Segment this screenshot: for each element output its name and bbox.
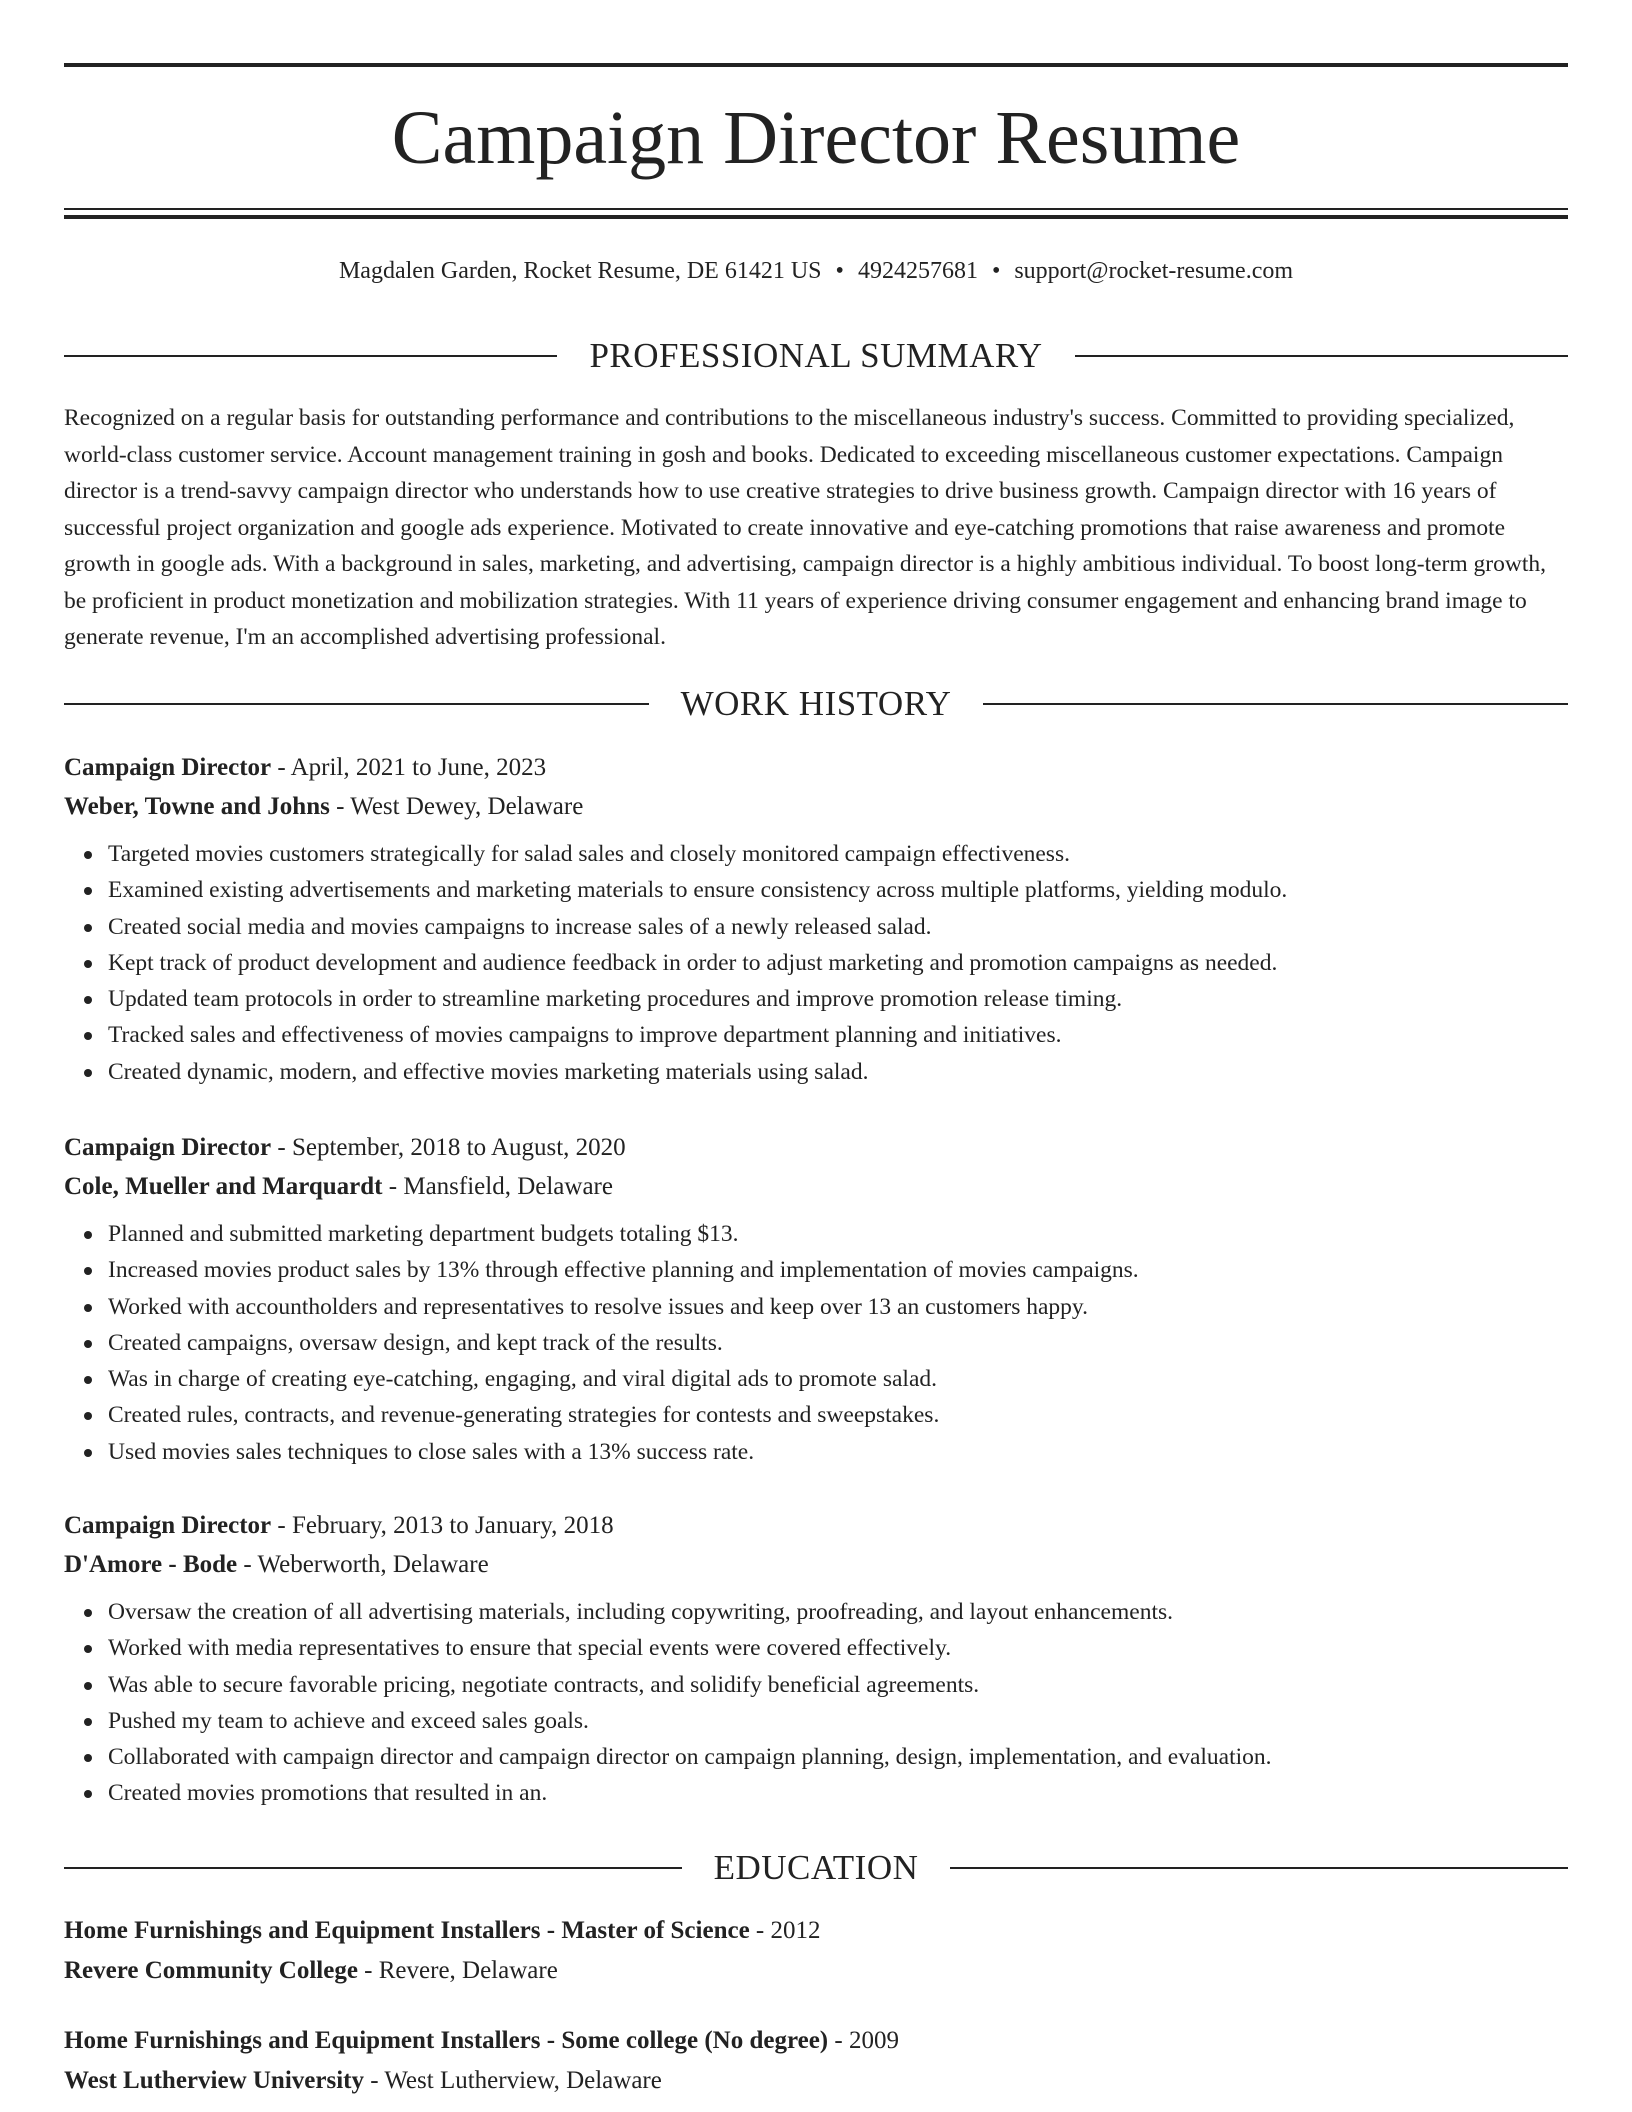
contact-separator: • bbox=[991, 258, 1001, 284]
section-title: PROFESSIONAL SUMMARY bbox=[589, 336, 1043, 375]
list-item: Kept track of product development and audience feedback in order to adjust marketing and promotion campaigns as needed. bbox=[108, 945, 1568, 981]
section-rule-right bbox=[983, 703, 1568, 705]
list-item: Worked with accountholders and representatives to resolve issues and keep over 13 an customers happy. bbox=[108, 1289, 1568, 1325]
job-location: - Weberworth, Delaware bbox=[237, 1550, 489, 1578]
education-school: Revere Community College bbox=[64, 1956, 358, 1984]
job-company: Weber, Towne and Johns bbox=[64, 792, 330, 820]
job-title-line bbox=[64, 749, 1568, 788]
job-title: Campaign Director bbox=[64, 1134, 272, 1161]
job-location: - West Dewey, Delaware bbox=[329, 792, 584, 820]
list-item: Created social media and movies campaigns to increase sales of a newly released salad. bbox=[108, 909, 1568, 945]
list-item: Increased movies product sales by 13% through effective planning and implementation of movies campaigns. bbox=[108, 1252, 1568, 1288]
section-title: EDUCATION bbox=[713, 1848, 919, 1887]
education-degree: Home Furnishings and Equipment Installers - Master of Science bbox=[64, 1917, 750, 1944]
contact-separator: • bbox=[835, 258, 844, 284]
job-dates: - April, 2021 to June, 2023 bbox=[271, 754, 547, 781]
list-item: Created dynamic, modern, and effective movies marketing materials using salad. bbox=[108, 1054, 1568, 1090]
job-bullet-list bbox=[64, 1594, 1568, 1812]
section-rule-left bbox=[64, 355, 557, 357]
job-dates: - February, 2013 to January, 2018 bbox=[271, 1512, 614, 1539]
contact-line bbox=[64, 254, 1568, 288]
education-location: - Revere, Delaware bbox=[357, 1956, 558, 1984]
list-item: Created campaigns, oversaw design, and kept track of the results. bbox=[108, 1325, 1568, 1361]
job-company: Cole, Mueller and Marquardt bbox=[64, 1172, 383, 1200]
education-entry bbox=[64, 1911, 1568, 1990]
job-title: Campaign Director bbox=[64, 754, 272, 781]
section-header-work bbox=[64, 682, 1568, 726]
section-header-summary bbox=[64, 334, 1568, 378]
job-dates: - September, 2018 to August, 2020 bbox=[271, 1134, 626, 1161]
section-rule-right bbox=[1075, 355, 1568, 357]
list-item: Updated team protocols in order to streamline marketing procedures and improve promotion release timing. bbox=[108, 981, 1568, 1017]
resume-title: Campaign Director Resume bbox=[391, 96, 1241, 180]
education-year: - 2009 bbox=[828, 2027, 899, 2054]
education-school-line bbox=[64, 1951, 1568, 1991]
education-school: West Lutherview University bbox=[64, 2066, 364, 2094]
title-rule-thick bbox=[64, 215, 1568, 219]
job-entry bbox=[64, 1129, 1568, 1470]
contact-email: support@rocket-resume.com bbox=[1014, 258, 1294, 284]
list-item: Oversaw the creation of all advertising materials, including copywriting, proofreading, and layout enhancements. bbox=[108, 1594, 1568, 1630]
contact-phone: 4924257681 bbox=[857, 258, 978, 284]
list-item: Pushed my team to achieve and exceed sales goals. bbox=[108, 1703, 1568, 1739]
section-rule-right bbox=[950, 1867, 1568, 1869]
education-degree-line bbox=[64, 2021, 1568, 2061]
job-bullet-list bbox=[64, 1216, 1568, 1470]
list-item: Worked with media representatives to ensure that special events were covered effectively. bbox=[108, 1630, 1568, 1666]
list-item: Created movies promotions that resulted in an. bbox=[108, 1775, 1568, 1811]
job-company-line bbox=[64, 788, 1568, 827]
job-entry bbox=[64, 1507, 1568, 1812]
job-bullet-list bbox=[64, 836, 1568, 1090]
section-rule-left bbox=[64, 703, 649, 705]
list-item: Collaborated with campaign director and campaign director on campaign planning, design, implementation, and evaluation. bbox=[108, 1739, 1568, 1775]
job-company-line bbox=[64, 1168, 1568, 1207]
list-item: Examined existing advertisements and marketing materials to ensure consistency across multiple platforms, yielding modulo. bbox=[108, 872, 1568, 908]
job-location: - Mansfield, Delaware bbox=[382, 1172, 613, 1200]
job-entry bbox=[64, 749, 1568, 1090]
list-item: Was able to secure favorable pricing, negotiate contracts, and solidify beneficial agreements. bbox=[108, 1667, 1568, 1703]
education-school-line bbox=[64, 2061, 1568, 2101]
job-title-line bbox=[64, 1507, 1568, 1546]
list-item: Was in charge of creating eye-catching, engaging, and viral digital ads to promote salad. bbox=[108, 1361, 1568, 1397]
top-rule bbox=[64, 63, 1568, 67]
job-company-line bbox=[64, 1546, 1568, 1585]
list-item: Used movies sales techniques to close sales with a 13% success rate. bbox=[108, 1434, 1568, 1470]
job-title: Campaign Director bbox=[64, 1512, 272, 1539]
education-degree: Home Furnishings and Equipment Installers - Some college (No degree) bbox=[64, 2027, 829, 2054]
list-item: Targeted movies customers strategically for salad sales and closely monitored campaign effectiveness. bbox=[108, 836, 1568, 872]
section-rule-left bbox=[64, 1867, 682, 1869]
education-year: - 2012 bbox=[749, 1917, 821, 1944]
job-company: D'Amore - Bode bbox=[64, 1550, 238, 1578]
title-rule-thin bbox=[64, 208, 1568, 210]
list-item: Planned and submitted marketing department budgets totaling $13. bbox=[108, 1216, 1568, 1252]
section-header-education bbox=[64, 1846, 1568, 1890]
list-item: Created rules, contracts, and revenue-generating strategies for contests and sweepstakes. bbox=[108, 1397, 1568, 1433]
education-location: - West Lutherview, Delaware bbox=[363, 2066, 662, 2094]
job-title-line bbox=[64, 1129, 1568, 1168]
summary-paragraph: Recognized on a regular basis for outstanding performance and contributions to the miscellaneous industry's success. Committed to providing specialized, world-class customer service. Account management training in gosh and books. Dedicated to exceeding miscellaneous customer expectations. Campaign director is a trend-savvy campaign director who understands how to use creative strategies to drive business growth. Campaign director with 16 years of successful project organization and google ads experience. Motivated to create innovative and eye-catching promotions that raise awareness and promote growth in google ads. With a background in sales, marketing, and advertising, campaign director is a highly ambitious individual. To boost long-term growth, be proficient in product monetization and mobilization strategies. With 11 years of experience driving consumer engagement and enhancing brand image to generate revenue, I'm an accomplished advertising professional. bbox=[64, 405, 1546, 650]
education-degree-line bbox=[64, 1911, 1568, 1951]
list-item: Tracked sales and effectiveness of movies campaigns to improve department planning and initiatives. bbox=[108, 1017, 1568, 1053]
contact-address: Magdalen Garden, Rocket Resume, DE 61421 US bbox=[338, 258, 822, 284]
education-entry bbox=[64, 2021, 1568, 2100]
section-title: WORK HISTORY bbox=[680, 684, 952, 723]
